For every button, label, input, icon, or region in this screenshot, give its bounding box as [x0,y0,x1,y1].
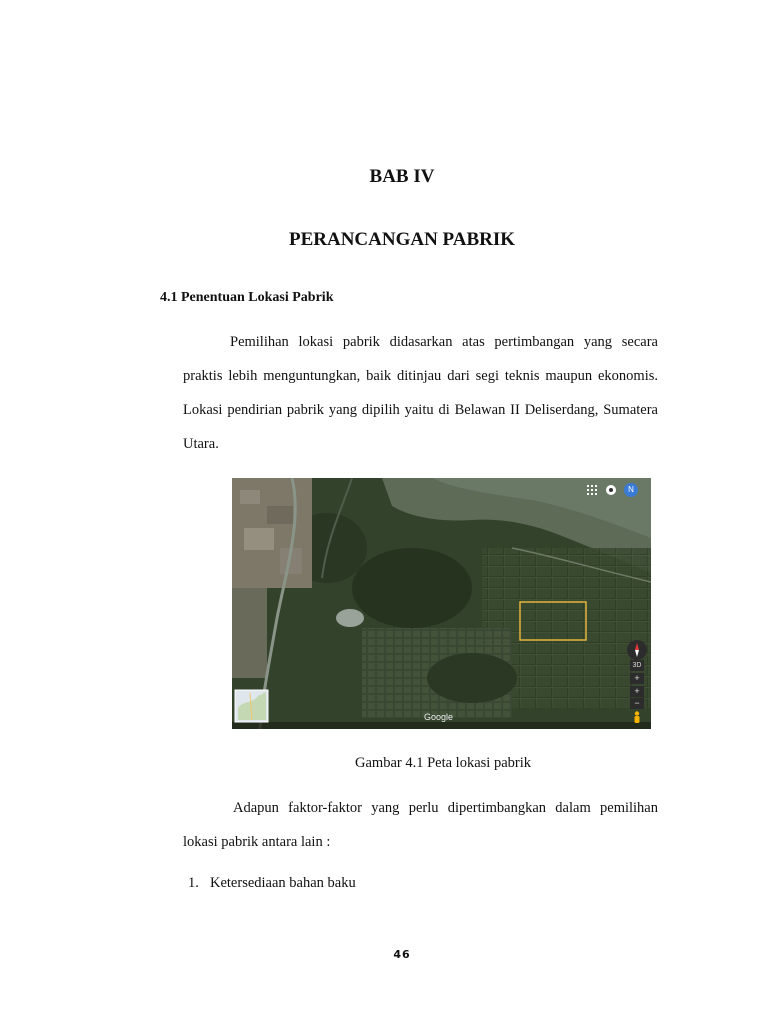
list-item-number: 1. [188,875,199,891]
google-watermark: Google [424,712,454,722]
chapter-heading: BAB IV [369,166,435,187]
location-icon[interactable] [606,485,616,495]
paragraph-intro: Pemilihan lokasi pabrik didasarkan atas pertimbangan yang secara praktis lebih menguntungkan, baik ditinjau dari segi teknis maupun ekonomis. Lokasi pendirian pabrik yang dipilih yaitu di Belawan II Deliserdang, Sumatera Utara. [183,334,658,452]
account-avatar[interactable]: N [624,483,638,497]
paragraph-factors: Adapun faktor-faktor yang perlu dipertimbangkan dalam pemilihan lokasi pabrik antara lain : [183,800,658,850]
factor-list [188,875,356,892]
apps-grid-icon[interactable] [587,485,597,495]
satellite-map-figure [232,478,651,729]
page-number: 46 [393,948,411,961]
street-view-pegman-icon[interactable] [632,711,642,723]
zoom-in-button[interactable]: + [630,686,644,697]
satellite-map-image [232,478,651,729]
list-item [188,875,356,892]
zoom-in-upper-button[interactable]: + [630,673,644,684]
compass-icon[interactable] [627,640,647,660]
list-item-text: Ketersediaan bahan baku [210,875,356,891]
section-heading: 4.1 Penentuan Lokasi Pabrik [160,290,334,305]
zoom-out-button[interactable]: − [630,698,644,709]
chapter-title: PERANCANGAN PABRIK [288,229,516,250]
tilt-3d-button[interactable]: 3D [630,660,644,671]
figure-caption: Gambar 4.1 Peta lokasi pabrik [355,755,531,771]
